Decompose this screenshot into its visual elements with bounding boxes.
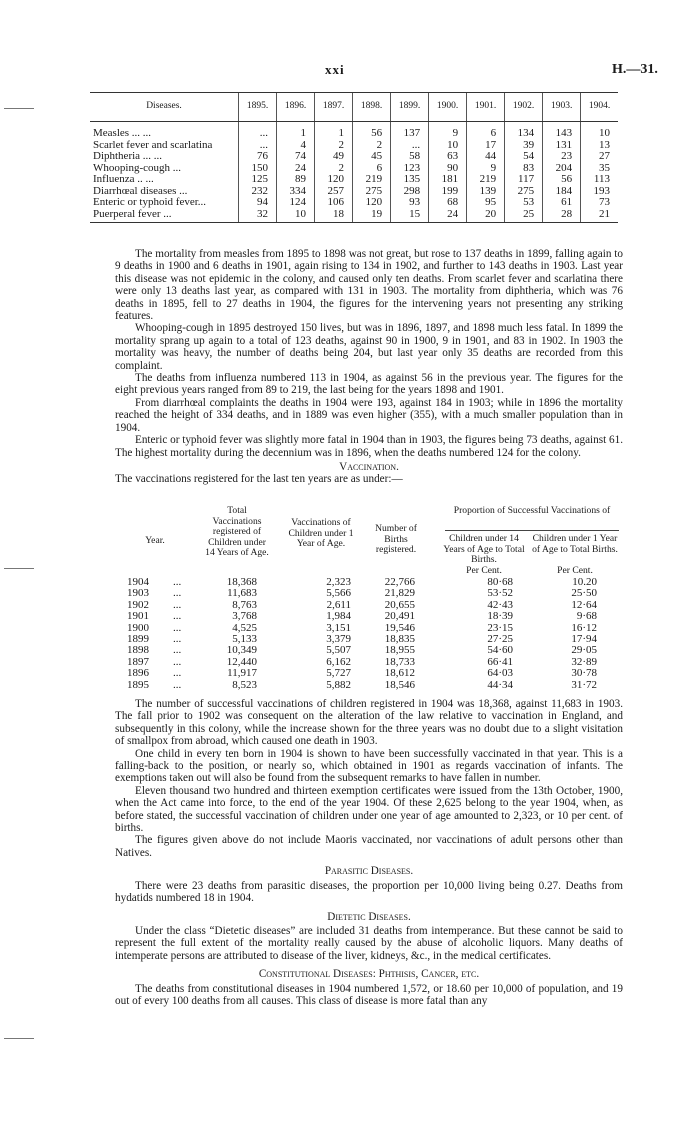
death-count-cell: 204 xyxy=(543,163,581,175)
page-header xyxy=(0,62,700,80)
paragraph: The deaths from influenza numbered 113 in 1904, as against 56 in the previous year. The figures for the eight previous years ranged from 89 to 219, the last being for the years 1898 and 1901. xyxy=(115,372,623,397)
death-count-cell: 9 xyxy=(467,163,505,175)
year-column-header: 1904. xyxy=(581,93,618,122)
table-row xyxy=(115,657,623,668)
death-count-cell: 193 xyxy=(581,186,618,198)
death-count-cell: 32 xyxy=(239,209,277,223)
proportion-under-1-cell: 30·78 xyxy=(571,667,597,680)
table-row xyxy=(115,611,623,622)
under-one-vaccinations-cell: 6,162 xyxy=(326,655,351,668)
death-count-cell: 63 xyxy=(429,151,467,163)
death-count-cell: 44 xyxy=(467,151,505,163)
death-count-cell: 334 xyxy=(277,186,315,198)
table-row xyxy=(115,634,623,645)
births-cell: 18,733 xyxy=(384,655,415,668)
proportion-under-14-cell: 54·60 xyxy=(487,644,513,657)
year-column-header: 1901. xyxy=(467,93,505,122)
death-count-cell: 93 xyxy=(391,197,429,209)
death-count-cell: 2 xyxy=(315,163,353,175)
proportion-under-1-cell: 29·05 xyxy=(571,644,597,657)
vaccination-commentary xyxy=(115,698,623,1007)
death-count-cell: 58 xyxy=(391,151,429,163)
death-count-cell: 1 xyxy=(315,128,353,140)
proportion-header: Proportion of Successful Vaccinations of xyxy=(453,505,611,516)
death-count-cell: 123 xyxy=(391,163,429,175)
total-vaccinations-cell: 5,133 xyxy=(232,633,257,645)
proportion-under-1-cell: 31·72 xyxy=(571,678,597,691)
births-cell: 21,829 xyxy=(384,587,415,600)
year-column-header: 1903. xyxy=(543,93,581,122)
vaccination-intro: The vaccinations registered for the last ten years are as under:— xyxy=(115,473,403,486)
death-count-cell: 117 xyxy=(505,174,543,186)
proportion-under-14-cell: 44·34 xyxy=(487,678,513,691)
table-row xyxy=(115,588,623,599)
death-count-cell: 45 xyxy=(353,151,391,163)
table-row xyxy=(90,163,618,175)
disease-name: Enteric or typhoid fever... xyxy=(93,196,207,208)
under-one-vaccinations-cell: 5,727 xyxy=(326,667,351,680)
paragraph: The number of successful vaccinations of children registered in 1904 was 18,368, against 11,683 in 1903. The fall prior to 1902 was consequent on the alteration of the law relative to vaccination in England, and subsequently in this colony, while the increase shown for the three years was no doubt due to a slight visitation of smallpox from abroad, which caused one death in 1903. xyxy=(115,698,623,748)
death-count-cell: 113 xyxy=(581,174,618,186)
year-column-header: 1897. xyxy=(315,93,353,122)
proportion-under-14-cell: 66·41 xyxy=(487,655,513,668)
margin-mark xyxy=(4,108,34,109)
death-count-cell: 120 xyxy=(353,197,391,209)
leader-dots: ... xyxy=(173,576,182,588)
margin-mark xyxy=(4,1038,34,1039)
death-count-cell: 24 xyxy=(429,209,467,223)
death-count-cell: 219 xyxy=(467,174,505,186)
death-count-cell: 10 xyxy=(277,209,315,223)
paragraph: One child in every ten born in 1904 is shown to have been successfully vaccinated in that year. This is a falling-back to the position, or nearly so, which obtained in 1901 as regards vaccination of infants. The exemptions taken out will also be found from the subsequent remarks to have fallen in number. xyxy=(115,747,623,785)
paragraph: The deaths from constitutional diseases in 1904 numbered 1,572, or 18.60 per 10,000 of population, and 19 out of every 100 deaths from all causes. This class of disease is more fatal than any xyxy=(115,982,623,1007)
table-row xyxy=(115,600,623,611)
proportion-under-1-cell: 10.20 xyxy=(572,576,597,588)
proportion-under-14-cell: 80·68 xyxy=(487,576,513,588)
births-cell: 18,546 xyxy=(384,678,415,691)
death-count-cell: ... xyxy=(239,128,277,140)
leader-dots: ... xyxy=(173,621,182,634)
death-count-cell: 19 xyxy=(353,209,391,223)
births-cell: 22,766 xyxy=(384,576,415,588)
year-column-header: 1898. xyxy=(353,93,391,122)
death-count-cell: 6 xyxy=(353,163,391,175)
death-count-cell: 39 xyxy=(505,140,543,152)
death-count-cell: 21 xyxy=(581,209,618,223)
disease-name: Whooping-cough ... xyxy=(93,161,181,174)
death-count-cell: 28 xyxy=(543,209,581,223)
under-one-vaccinations-cell: 3,379 xyxy=(326,633,351,645)
death-count-cell: ... xyxy=(239,140,277,152)
disease-name: Measles ... ... xyxy=(93,127,152,139)
year-cell: 1901 xyxy=(127,610,149,623)
year-cell: 1899 xyxy=(127,633,149,645)
table-header-row xyxy=(90,93,618,122)
total-vaccinations-cell: 11,683 xyxy=(227,587,257,600)
proportion-under-1-cell: 17·94 xyxy=(571,633,597,645)
death-count-cell: 10 xyxy=(581,128,618,140)
total-vaccinations-cell: 3,768 xyxy=(232,610,257,623)
section-heading-constitutional: Constitutional Diseases: Phthisis, Cancer, etc. xyxy=(258,968,480,981)
year-cell: 1902 xyxy=(127,598,149,611)
death-count-cell: 68 xyxy=(429,197,467,209)
death-count-cell: 232 xyxy=(239,186,277,198)
births-cell: 20,655 xyxy=(384,598,415,611)
death-count-cell: 83 xyxy=(505,163,543,175)
death-count-cell: 94 xyxy=(239,197,277,209)
proportion-under-14-cell: 27·25 xyxy=(487,633,513,645)
proportion-under-14-cell: 53·52 xyxy=(487,587,513,600)
table-row xyxy=(90,197,618,209)
year-cell: 1898 xyxy=(127,644,149,657)
report-reference: H.—31. xyxy=(612,62,658,77)
total-vaccinations-header: Total Vaccinations registered of Children under 14 Years of Age. xyxy=(205,505,269,558)
disease-name: Puerperal fever ... xyxy=(90,209,239,223)
proportion-under-1-cell: 25·50 xyxy=(571,587,597,600)
death-count-cell: 90 xyxy=(429,163,467,175)
death-count-cell: 13 xyxy=(581,140,618,152)
death-count-cell: 61 xyxy=(543,197,581,209)
death-count-cell: 9 xyxy=(429,128,467,140)
death-count-cell: 89 xyxy=(277,174,315,186)
death-count-cell: 106 xyxy=(315,197,353,209)
disease-name: Diphtheria ... ... xyxy=(93,150,163,162)
death-count-cell: 125 xyxy=(239,174,277,186)
death-count-cell: 24 xyxy=(277,163,315,175)
leader-dots: ... xyxy=(173,633,182,645)
under-one-vaccinations-cell: 2,611 xyxy=(326,598,351,611)
births-cell: 18,612 xyxy=(384,667,415,680)
year-column-header: 1895. xyxy=(239,93,277,122)
disease-mortality-table xyxy=(90,92,618,223)
death-count-cell: 275 xyxy=(505,186,543,198)
under-one-vaccinations-cell: 2,323 xyxy=(326,576,351,588)
under-one-vaccinations-header: Vaccinations of Children under 1 Year of Age. xyxy=(288,517,354,549)
death-count-cell: 56 xyxy=(353,128,391,140)
under-one-vaccinations-cell: 5,566 xyxy=(326,587,351,600)
death-count-cell: 95 xyxy=(467,197,505,209)
death-count-cell: 20 xyxy=(467,209,505,223)
total-vaccinations-cell: 10,349 xyxy=(226,644,257,657)
section-heading-parasitic: Parasitic Diseases. xyxy=(324,865,414,878)
death-count-cell: 184 xyxy=(543,186,581,198)
death-count-cell: 137 xyxy=(391,128,429,140)
proportion-under-1-cell: 32·89 xyxy=(571,655,597,668)
death-count-cell: 56 xyxy=(543,174,581,186)
total-vaccinations-cell: 12,440 xyxy=(226,655,257,668)
proportion-under-14-cell: 23·15 xyxy=(487,621,513,634)
death-count-cell: 134 xyxy=(505,128,543,140)
vaccination-table xyxy=(115,504,623,694)
death-count-cell: 135 xyxy=(391,174,429,186)
table-row xyxy=(115,668,623,679)
total-vaccinations-cell: 8,763 xyxy=(232,598,257,611)
margin-mark xyxy=(4,568,34,569)
table-row xyxy=(115,645,623,656)
proportion-under-14-cell: 64·03 xyxy=(487,667,513,680)
paragraph: From diarrhœal complaints the deaths in 1904 were 193, against 184 in 1903; while in 1896 the mortality reached the height of 334 deaths, and in 1889 was even higher (355), with a much smaller population than in 1904. xyxy=(115,396,623,434)
disease-name: Diarrhœal diseases ... xyxy=(93,184,188,197)
death-count-cell: 23 xyxy=(543,151,581,163)
year-column-header: 1896. xyxy=(277,93,315,122)
proportion-under-1-header: Children under 1 Year of Age to Total Births. xyxy=(532,533,618,555)
proportion-under-14-header: Children under 14 Years of Age to Total Births. xyxy=(443,533,525,565)
total-vaccinations-cell: 18,368 xyxy=(226,576,257,588)
under-one-vaccinations-cell: 5,882 xyxy=(326,678,351,691)
death-count-cell: 219 xyxy=(353,174,391,186)
table-row xyxy=(90,209,618,223)
death-count-cell: 76 xyxy=(239,151,277,163)
leader-dots: ... xyxy=(173,587,182,600)
births-cell: 19,546 xyxy=(384,621,415,634)
header-rule xyxy=(445,530,619,531)
year-cell: 1900 xyxy=(127,621,149,634)
table-row xyxy=(115,680,623,691)
table-row xyxy=(90,128,618,140)
death-count-cell: 27 xyxy=(581,151,618,163)
death-count-cell: 257 xyxy=(315,186,353,198)
section-heading-vaccination: Vaccination. xyxy=(339,460,399,473)
death-count-cell: 17 xyxy=(467,140,505,152)
paragraph: The mortality from measles from 1895 to 1898 was not great, but rose to 137 deaths in 1899, falling again to 9 deaths in 1900 and 6 deaths in 1901, again rising to 134 in 1902, and further to 143 deaths in 1903. Last year this disease was not epidemic in the colony, and caused only ten deaths. From scarlet fever and scarlatina there were only 13 deaths last year, as compared with 131 in 1903. The mortality from diphtheria, which was 76 deaths in 1895, fell to 27 deaths in 1904, the figures for the intervening years not presenting any striking features. xyxy=(115,248,623,323)
disease-name: Scarlet fever and scarlatina xyxy=(93,138,213,151)
death-count-cell: 298 xyxy=(391,186,429,198)
year-cell: 1896 xyxy=(127,667,149,680)
death-count-cell: 199 xyxy=(429,186,467,198)
proportion-under-1-cell: 9·68 xyxy=(576,610,597,623)
death-count-cell: 73 xyxy=(581,197,618,209)
paragraph: There were 23 deaths from parasitic diseases, the proportion per 10,000 living being 0.27. Deaths from hydatids numbered 18 in 1904. xyxy=(115,879,623,905)
page-number: xxi xyxy=(325,62,345,77)
death-count-cell: 25 xyxy=(505,209,543,223)
births-cell: 18,835 xyxy=(384,633,415,645)
table-row xyxy=(90,174,618,186)
table-row xyxy=(115,577,623,588)
disease-commentary xyxy=(115,248,623,486)
diseases-column-header: Diseases. xyxy=(90,93,239,122)
death-count-cell: 1 xyxy=(277,128,315,140)
proportion-under-1-cell: 16·12 xyxy=(571,621,597,634)
births-cell: 18,955 xyxy=(384,644,415,657)
death-count-cell: 49 xyxy=(315,151,353,163)
section-heading-dietetic: Dietetic Diseases. xyxy=(327,910,411,923)
paragraph: Under the class “Dietetic diseases” are included 31 deaths from intemperance. But these cannot be said to represent the full extent of the mortality really caused by the abuse of alcoholic liquors. Many deaths of intemperate persons are attributed to disease of the liver, kidneys, &c., in the medical certificates. xyxy=(115,924,623,962)
death-count-cell: 4 xyxy=(277,140,315,152)
death-count-cell: 120 xyxy=(315,174,353,186)
total-vaccinations-cell: 4,525 xyxy=(232,621,257,634)
death-count-cell: 139 xyxy=(467,186,505,198)
leader-dots: ... xyxy=(173,598,182,611)
year-column-header: 1902. xyxy=(505,93,543,122)
death-count-cell: 275 xyxy=(353,186,391,198)
proportion-under-14-cell: 18·39 xyxy=(487,610,513,623)
death-count-cell: 54 xyxy=(505,151,543,163)
death-count-cell: 2 xyxy=(315,140,353,152)
year-cell: 1895 xyxy=(127,678,149,691)
paragraph: Whooping-cough in 1895 destroyed 150 lives, but was in 1896, 1897, and 1898 much less fatal. In 1899 the mortality sprang up again to a total of 123 deaths, against 90 in 1900, 9 in 1901, and 83 in 1902. In 1903 the mortality was heavy, the number of deaths being 204, but last year only 35 deaths are recorded from this complaint. xyxy=(115,322,623,372)
death-count-cell: 181 xyxy=(429,174,467,186)
death-count-cell: 18 xyxy=(315,209,353,223)
year-cell: 1903 xyxy=(127,587,149,600)
paragraph: The figures given above do not include Maoris vaccinated, nor vaccinations of adult persons other than Natives. xyxy=(115,834,623,859)
table-row xyxy=(90,151,618,163)
death-count-cell: 6 xyxy=(467,128,505,140)
proportion-under-1-cell: 12·64 xyxy=(571,598,597,611)
year-cell: 1904 xyxy=(127,576,149,588)
year-column-header: Year. xyxy=(145,535,165,546)
death-count-cell: ... xyxy=(391,140,429,152)
death-count-cell: 35 xyxy=(581,163,618,175)
death-count-cell: 124 xyxy=(277,197,315,209)
disease-name: Influenza .. ... xyxy=(93,173,154,185)
death-count-cell: 143 xyxy=(543,128,581,140)
death-count-cell: 150 xyxy=(239,163,277,175)
under-one-vaccinations-cell: 5,507 xyxy=(326,644,351,657)
leader-dots: ... xyxy=(173,678,182,691)
death-count-cell: 10 xyxy=(429,140,467,152)
births-registered-header: Number of Births registered. xyxy=(375,523,417,555)
proportion-under-14-cell: 42·43 xyxy=(487,598,513,611)
leader-dots: ... xyxy=(173,655,182,668)
paragraph: Enteric or typhoid fever was slightly more fatal in 1904 than in 1903, the figures being 73 deaths, against 61. The highest mortality during the decennium was in 1896, when the deaths numbered 124 for the colony. xyxy=(115,434,623,459)
death-count-cell: 131 xyxy=(543,140,581,152)
per-cent-label: Per Cent. xyxy=(557,565,593,576)
leader-dots: ... xyxy=(173,610,182,623)
total-vaccinations-cell: 8,523 xyxy=(232,678,257,691)
total-vaccinations-cell: 11,917 xyxy=(227,667,257,680)
under-one-vaccinations-cell: 1,984 xyxy=(326,610,351,623)
leader-dots: ... xyxy=(173,644,182,657)
year-cell: 1897 xyxy=(127,655,149,668)
table-row xyxy=(115,623,623,634)
death-count-cell: 15 xyxy=(391,209,429,223)
paragraph: Eleven thousand two hundred and thirteen exemption certificates were issued from the 13th October, 1900, when the Act came into force, to the end of the year 1904. Of these 2,625 belong to the year 1904, when, as before stated, the successful vaccination of children under one year of age amounted to 2,323, or 10 per cent. of births. xyxy=(115,784,623,835)
leader-dots: ... xyxy=(173,667,182,680)
year-column-header: 1899. xyxy=(391,93,429,122)
year-column-header: 1900. xyxy=(429,93,467,122)
under-one-vaccinations-cell: 3,151 xyxy=(326,621,351,634)
disease-table-body xyxy=(90,122,618,223)
per-cent-label: Per Cent. xyxy=(466,565,502,576)
death-count-cell: 53 xyxy=(505,197,543,209)
table-row xyxy=(90,140,618,152)
death-count-cell: 74 xyxy=(277,151,315,163)
death-count-cell: 2 xyxy=(353,140,391,152)
births-cell: 20,491 xyxy=(384,610,415,623)
